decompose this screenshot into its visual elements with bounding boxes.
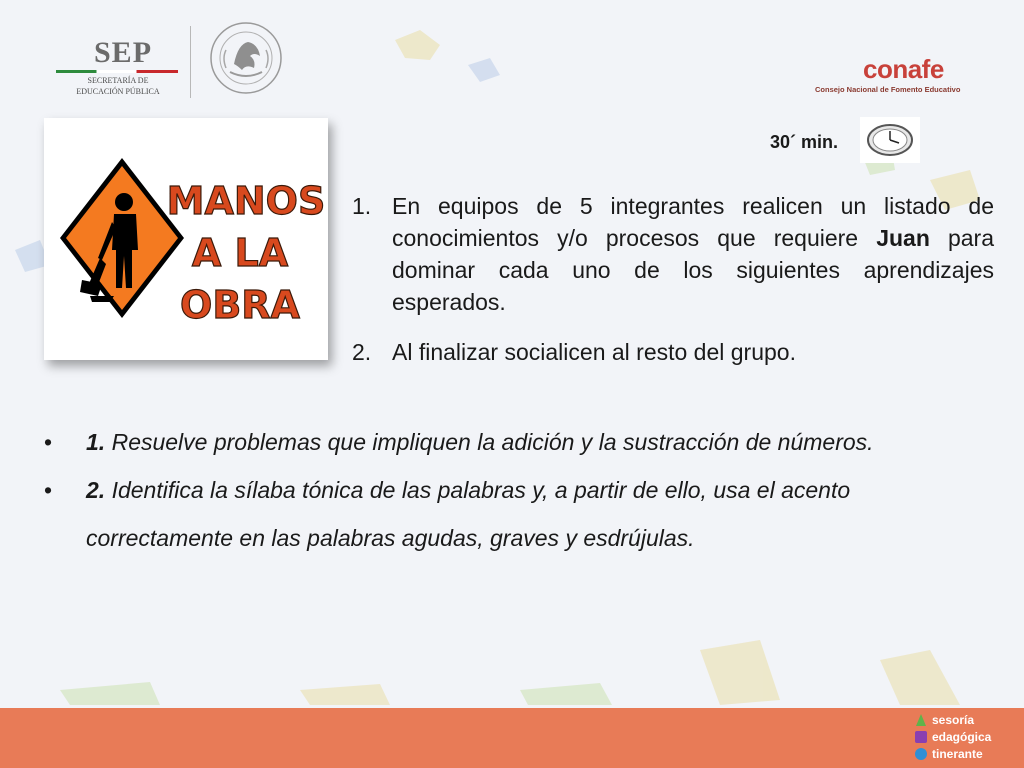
time-label: 30´ min. [770,132,839,152]
clock-box [860,117,920,163]
letter-p-mark-icon [914,730,928,744]
footer-logo-row [912,729,1018,746]
footer-logo-row [912,746,1018,763]
mexican-seal-icon [208,20,284,96]
outcome-number: 1. [86,429,106,455]
conafe-logo [815,54,961,94]
instruction-number: 2. [352,339,372,365]
instruction-item [352,336,994,368]
instruction-text: En equipos de 5 integrantes realicen un listado de conocimientos y/o procesos que requiere [392,193,994,251]
instruction-text: Al finalizar socialicen al resto del grupo. [392,339,796,365]
manos-line1-text: MANOS [166,179,326,223]
instructions-list [352,190,994,368]
outcome-text: Identifica la sílaba tónica de las palabras y, a partir de ello, usa el acento correctamente en las palabras agudas, graves y esdrújulas. [86,477,851,551]
sep-subtitle-line1: SECRETARÍA DE [87,76,149,85]
construction-worker-sign-icon [44,118,328,360]
clock-icon [860,117,920,163]
sep-subtitle-line2: EDUCACIÓN PÚBLICA [76,87,160,96]
learning-outcome-item [40,466,1000,562]
conafe-logo-name: conafe [863,54,944,84]
footer-logo-line3: tinerante [932,747,983,761]
sep-logo-subtitle [56,75,180,97]
manos-line2-text: A LA [191,231,289,275]
asesoria-pedagogica-logo [912,712,1018,766]
instruction-item [352,190,994,318]
sep-logo-title: SEP [94,36,153,69]
conafe-logo-subtitle: Consejo Nacional de Fomento Educativo [815,85,961,94]
logo-divider [190,26,191,98]
footer-bar [0,708,1024,768]
sep-logo-flag-line [56,70,178,73]
learning-outcome-item [40,418,1000,466]
manos-a-la-obra-card [44,118,328,360]
outcome-number: 2. [86,477,106,503]
footer-logo-line1: sesoría [932,713,975,727]
footer-logo-row [912,712,1018,729]
instruction-text-end: para dominar cada uno de los siguientes aprendizajes esperados. [392,225,994,315]
footer-logo-line2: edagógica [932,730,992,744]
outcome-text: Resuelve problemas que impliquen la adición y la sustracción de números. [105,429,874,455]
bullet-marker: • [44,477,53,503]
instruction-bold-name: Juan [876,225,930,251]
learning-outcomes-list [40,418,1000,562]
letter-a-mark-icon [914,713,928,727]
instruction-number: 1. [352,193,372,219]
letter-i-mark-icon [914,747,928,761]
manos-line3-text: OBRA [180,283,300,327]
bullet-marker: • [44,429,53,455]
